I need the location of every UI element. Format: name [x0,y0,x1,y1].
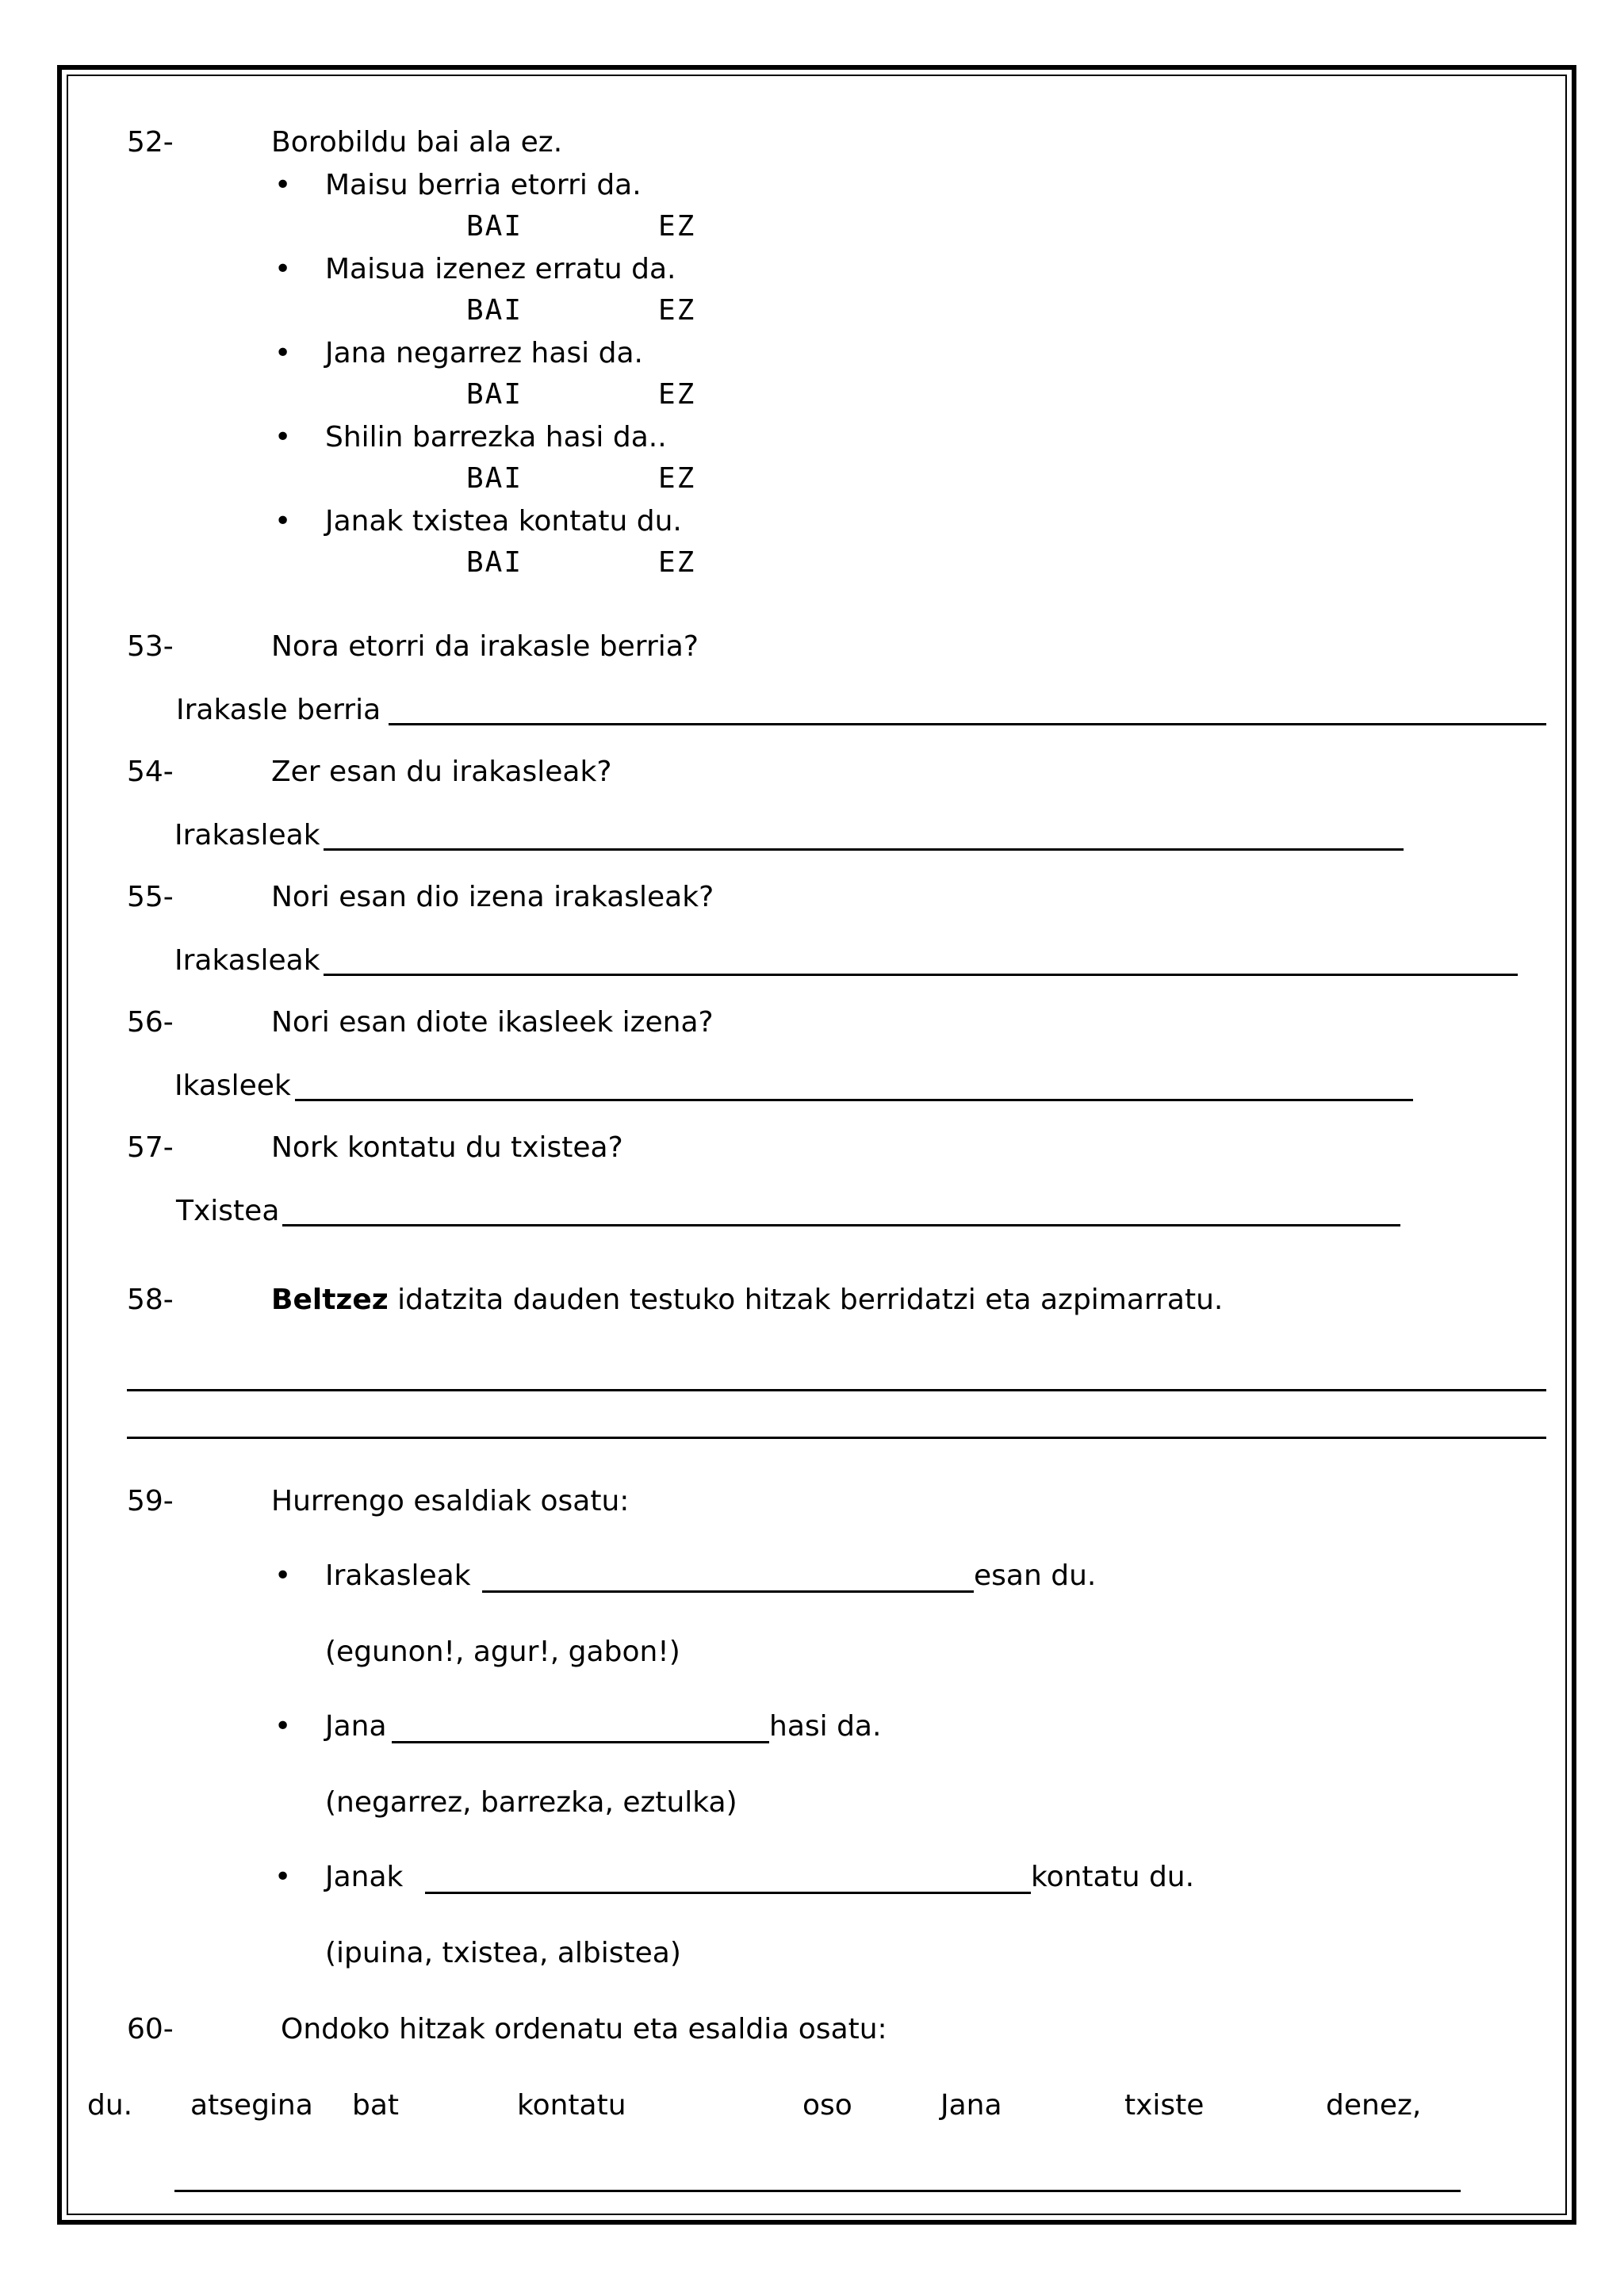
q59-item-2-end: hasi da. [769,1710,882,1743]
q60-word: denez, [1326,2089,1422,2122]
question-53-text: Nora etorri da irakasle berria? [271,630,699,663]
q59-item-2-start: Jana [325,1710,387,1743]
q57-answer-prefix: Txistea [176,1195,280,1227]
question-number-53: 53- [127,630,174,663]
q52-item-4-ez[interactable]: EZ [658,462,696,495]
q59-item-2-options: (negarrez, barrezka, eztulka) [325,1786,737,1819]
q60-word: du. [87,2089,133,2122]
q60-word: Jana [940,2089,1002,2122]
bullet-icon: • [274,253,292,285]
question-number-54: 54- [127,756,174,788]
q60-word: bat [352,2089,400,2122]
question-number-55: 55- [127,881,174,913]
q60-word: oso [802,2089,852,2122]
q55-answer-line[interactable] [324,974,1518,976]
question-58-instruction [271,1283,1223,1318]
q52-item-1-ez[interactable]: EZ [658,210,696,243]
question-number-58: 58- [127,1284,174,1316]
q52-item-3-bai[interactable]: BAI [466,378,523,411]
question-number-59: 59- [127,1485,174,1517]
q59-item-3-options: (ipuina, txistea, albistea) [325,1937,681,1969]
q59-item-2-blank[interactable] [392,1741,769,1743]
q58-answer-line-1[interactable] [127,1389,1546,1391]
question-52-instruction: Borobildu bai ala ez. [271,126,563,159]
question-55-text: Nori esan dio izena irakasleak? [271,881,714,913]
q56-answer-prefix: Ikasleek [174,1070,291,1102]
q58-instruction-rest: idatzita dauden testuko hitzak berridatzi eta azpimarratu. [388,1284,1224,1316]
bullet-icon: • [274,337,292,369]
q59-item-3-blank[interactable] [425,1892,1031,1894]
question-number-57: 57- [127,1131,174,1164]
q60-answer-line[interactable] [174,2190,1461,2192]
q59-item-3-end: kontatu du. [1031,1861,1195,1893]
q52-item-2-ez[interactable]: EZ [658,294,696,327]
q53-answer-prefix: Irakasle berria [176,694,381,726]
q56-answer-line[interactable] [295,1099,1413,1101]
q59-item-1-start: Irakasleak [325,1559,471,1592]
q59-item-1-blank[interactable] [482,1590,974,1593]
q54-answer-prefix: Irakasleak [174,819,320,851]
q52-item-5-bai[interactable]: BAI [466,546,523,579]
question-54-text: Zer esan du irakasleak? [271,756,612,788]
bullet-icon: • [274,169,292,201]
q52-item-2-bai[interactable]: BAI [466,294,523,327]
q53-answer-line[interactable] [389,723,1546,725]
q52-item-1: Maisu berria etorri da. [325,169,642,201]
bullet-icon: • [274,1710,292,1743]
q59-item-1-options: (egunon!, agur!, gabon!) [325,1636,680,1668]
q52-item-4: Shilin barrezka hasi da.. [325,421,667,453]
q52-item-5: Janak txistea kontatu du. [325,505,682,538]
q60-word: txiste [1124,2089,1205,2122]
q55-answer-prefix: Irakasleak [174,944,320,977]
q54-answer-line[interactable] [324,848,1404,851]
question-56-text: Nori esan diote ikasleek izena? [271,1006,714,1039]
q57-answer-line[interactable] [282,1224,1400,1226]
q52-item-2: Maisua izenez erratu da. [325,253,676,285]
question-60-instruction: Ondoko hitzak ordenatu eta esaldia osatu: [281,2013,887,2045]
q58-bold-word: Beltzez [271,1284,389,1316]
q59-item-1-end: esan du. [974,1559,1097,1592]
question-57-text: Nork kontatu du txistea? [271,1131,623,1164]
question-number-60: 60- [127,2013,174,2045]
q60-word: atsegina [190,2089,313,2122]
q58-answer-line-2[interactable] [127,1437,1546,1439]
bullet-icon: • [274,505,292,538]
bullet-icon: • [274,421,292,453]
question-number-56: 56- [127,1006,174,1039]
q52-item-5-ez[interactable]: EZ [658,546,696,579]
question-number-52: 52- [127,126,174,159]
question-59-instruction: Hurrengo esaldiak osatu: [271,1485,630,1517]
q52-item-3-ez[interactable]: EZ [658,378,696,411]
q52-item-1-bai[interactable]: BAI [466,210,523,243]
bullet-icon: • [274,1559,292,1592]
q59-item-3-start: Janak [325,1861,404,1893]
bullet-icon: • [274,1861,292,1893]
q52-item-3: Jana negarrez hasi da. [325,337,643,369]
q52-item-4-bai[interactable]: BAI [466,462,523,495]
q60-word: kontatu [517,2089,626,2122]
